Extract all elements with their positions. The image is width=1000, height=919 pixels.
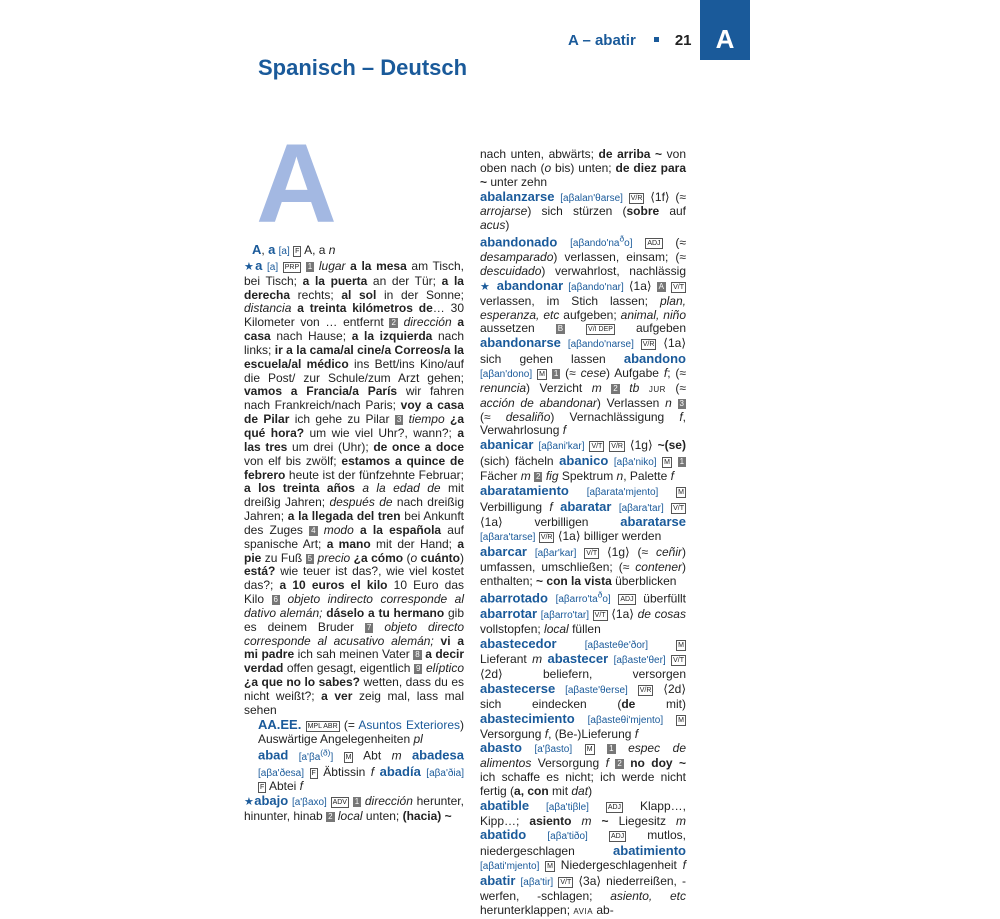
entry-abarcar: abarcar [aβar'kar] V/T ⟨1g⟩ (≈ ceñir) umfassen, umschließen; (≈ contener) enthalten; ~ con la vista überblicken: [480, 544, 687, 588]
entry-abatible: abatible [aβa'tiβle] ADJ Klapp…, Kipp…; asiento m ~ Liegesitz m abatido [aβa'tiðo] ADJ mutlos, niedergeschlagen abatimiento [aβati'mjento] M Niedergeschlagenheit f abatir [aβa'tir] V/T ⟨3a⟩ niederreißen, -werfen, -schlagen; asiento, etc herunterklappen; AVIA ab-: [480, 797, 687, 917]
entry-abajo: ★abajo [a'βaxo] ADV 1 dirección herunter, hinunter, hinab 2 local unten; (hacia) ~: [244, 793, 464, 824]
header-entry: A – abatir: [568, 32, 636, 49]
entry-abasto: abasto [a'βasto] M 1 espec de alimentos Versorgung f 2 no doy ~ ich schaffe es nicht; ich werde nicht fertig (a, con mit dat): [480, 740, 687, 798]
entry-abaratamiento: abaratamiento [aβarata'mjento] M Verbilligung f abaratar [aβara'tar] V/T ⟨1a⟩ verbilligen abaratarse [aβara'tarse] V/R ⟨1a⟩ billiger werden: [480, 482, 686, 544]
entry-abandonado: abandonado $[a\beta ando'na^ðo]$ ADJ (≈ desamparado) verlassen, einsam; (≈ descuidado) verwahrlost, nachlässig ★ abandonar [aβando'nar] ⟨1a⟩ A V/T verlassen, im Stich lassen; plan, esperanza, etc aufgeben; animal, niño aussetzen B V/I DEP aufgeben abandonarse [aβando'narse] V/R ⟨1a⟩ sich gehen lassen abandono [aβan'dono] M 1 (≈ cese) Aufgabe f; (≈ renuncia) Verzicht m 2 tb JUR (≈ acción de abandonar) Verlassen n 3 (≈ desaliño) Vernachlässigung f, Verwahrlosung f: [480, 234, 687, 438]
entry-abarrotado: abarrotado $[a\beta arro'ta^ðo]$ ADJ überfüllt abarrotar [aβarro'tar] V/T ⟨1a⟩ de cosas vollstopfen; local füllen: [480, 589, 686, 636]
page-number: 21: [674, 32, 692, 49]
header-separator: [654, 37, 659, 42]
thumb-tab: [700, 0, 750, 60]
entry-aaee: AA.EE. MPL ABR (= Asuntos Exteriores) Auswärtige Angelegenheiten pl: [258, 716, 465, 746]
thumb-tab-letter: A: [715, 24, 735, 54]
entry-abad: abad $[a'\beta a^{(ð)}]$ M Abt m abadesa [aβa'ðesa] F Äbtissin f abadía [aβa'ðia] F Abtei f: [258, 747, 464, 794]
column-left: [244, 242, 465, 824]
section-letter: A: [256, 121, 337, 246]
entry-abalanzarse: abalanzarse [aβalan'θarse] V/R ⟨1f⟩ (≈ arrojarse) sich stürzen (sobre auf acus): [480, 188, 686, 233]
entry-a-prep: ★a [a] PRP 1 lugar a la mesa am Tisch, bei Tisch; a la puerta an der Tür; a la derecha rechts; al sol in der Sonne; distancia a treinta kilómetros de… 30 Kilometer von … entfernt 2 dirección a casa nach Hause; a la izquierda nach links; ir a la cama/al cine/a Correos/a la escuela/al médico ins Bett/ins Kino/auf die Post/ zur Schule/zum Arzt gehen; vamos a Francia/a París wir fahren nach Frankreich/nach Paris; voy a casa de Pilar ich gehe zu Pilar 3 tiempo ¿a qué hora? um wie viel Uhr?, wann?; a las tres um drei (Uhr); de once a doce von elf bis zwölf; estamos a quince de febrero heute ist der fünfzehnte Februar; a los treinta años a la edad de mit dreißig Jahren; después de nach dreißig Jahren; a la llegada del tren bei Ankunft des Zuges 4 modo a la española auf spanische Art; a mano mit der Hand; a pie zu Fuß 5 precio ¿a cómo (o cuánto) está? wie teuer ist das?, wie viel kostet das?; a 10 euros el kilo 10 Euro das Kilo 6 objeto indirecto corresponde al dativo alemán; dáselo a tu hermano gib es deinem Bruder 7 objeto directo corresponde al acusativo alemán; vi a mi padre ich sah meinen Vater 8 a decir verdad offen gesagt, eigentlich 9 elíptico ¿a que no lo sabes? wetten, dass du es nicht weißt?; a ver zeig mal, lass mal sehen: [244, 257, 465, 717]
running-header: [568, 26, 692, 56]
entry-a: A, a [a] F A, a n: [252, 242, 336, 257]
section-title: Spanisch – Deutsch: [258, 55, 468, 80]
entry-abanicar: abanicar [aβani'kar] V/T V/R ⟨1g⟩ ~(se) (sich) fächeln abanico [aβa'niko] M 1 Fächer m 2 fig Spektrum n, Palette f: [480, 437, 686, 483]
entry-abajo-cont: nach unten, abwärts; de arriba ~ von oben nach (o bis) unten; de diez para ~ unter zehn: [480, 147, 686, 189]
entry-abastecedor: abastecedor [aβasteθe'ðor] M Lieferant m abastecer [aβaste'θer] V/T ⟨2d⟩ beliefern, versorgen abastecerse [aβaste'θerse] V/R ⟨2d⟩ sich eindecken (de mit) abastecimiento [aβasteθi'mjento] M Versorgung f, (Be-)Lieferung f: [480, 635, 687, 741]
column-right: [480, 148, 686, 919]
